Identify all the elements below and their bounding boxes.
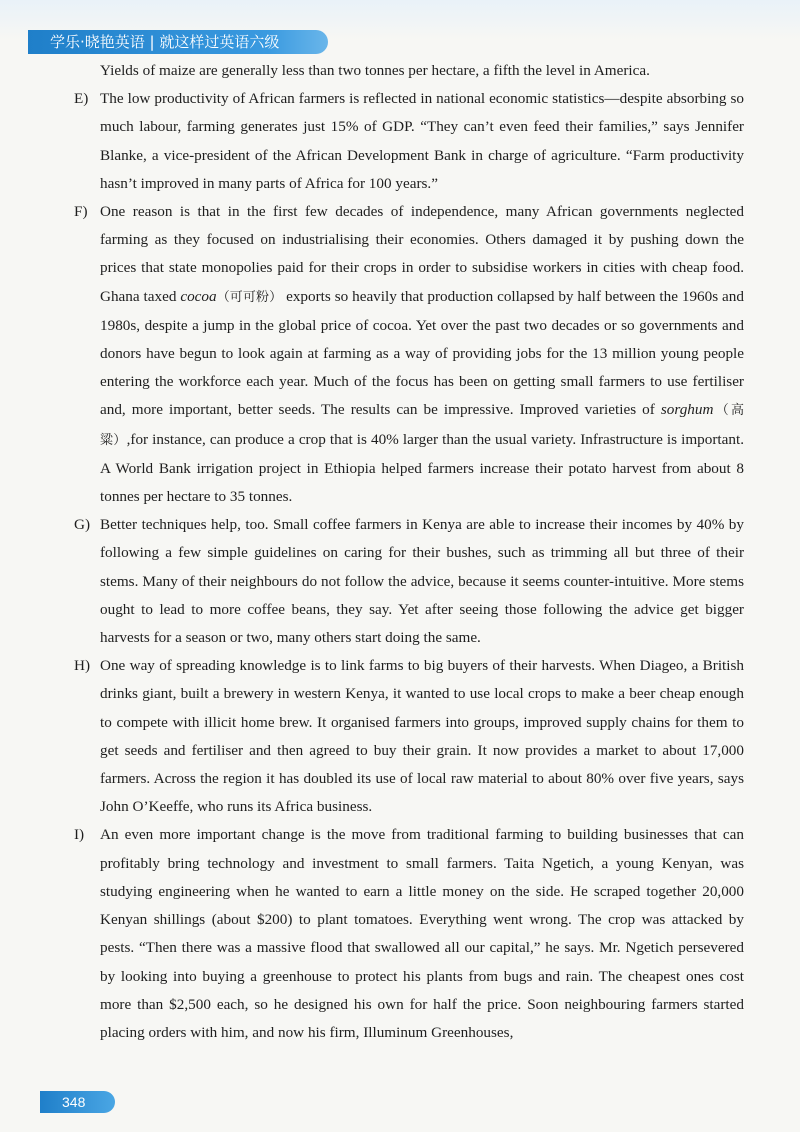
paragraph-text: Better techniques help, too. Small coffee farmers in Kenya are able to increase their incomes by 40% by following a few simple guidelines on caring for their bushes, such as trimming all but three of their stems. Many of their neighbours do not follow the advice, because it seems counter-intuitive. More stems ought to lead to more coffee beans, they say. Yet after seeing those following the advice get bigger harvests for a season or two, many others start doing the same. [100, 516, 744, 647]
paragraph-h [74, 652, 744, 821]
paragraph-text: An even more important change is the move from traditional farming to building businesses that can profitably bring technology and investment to small farmers. Taita Ngetich, a young Kenyan, was studying engineering when he wanted to earn a little money on the side. He scraped together 20,000 Kenyan shillings (about $200) to plant tomatoes. Everything went wrong. The crop was attacked by pests. “Then there was a massive flood that swallowed all our capital,” he says. Mr. Ngetich persevered by looking into buying a greenhouse to protect his plants from bugs and rain. The cheapest ones cost more than $2,500 each, so he designed his own for half the price. Soon neighbouring farmers started placing orders with him, and now his firm, Illuminum Greenhouses, [100, 826, 744, 1041]
paragraph-text: Yields of maize are generally less than two tonnes per hectare, a fifth the level in America. [100, 62, 650, 79]
paragraph-letter: G) [74, 516, 91, 534]
paragraph-text: The low productivity of African farmers is reflected in national economic statistics—despite absorbing so much labour, farming generates just 15% of GDP. “They can’t even feed their families,” says Jennifer Blanke, a vice-president of the African Development Bank in charge of agriculture. “Farm productivity hasn’t improved in many parts of Africa for 100 years.” [100, 90, 744, 192]
paragraph-continuation [74, 57, 744, 85]
term-sorghum: sorghum [660, 401, 714, 419]
paragraph-text: exports so heavily that production collapsed by half between the 1960s and 1980s, despite a jump in the global price of cocoa. Yet over the past two decades or so governments and donors have begun to look again at farming as a way of providing jobs for the 13 million young people entering the workforce each year. Much of the focus has been on getting small farmers to use fertiliser and, more important, better seeds. The results can be impressive. Improved varieties of [100, 287, 744, 419]
paragraph-text: ,for instance, can produce a crop that is 40% larger than the usual variety. Infrastructure is important. A World Bank irrigation project in Ethiopia helped farmers increase their potato harvest from about 8 tonnes per hectare to 35 tonnes. [100, 430, 744, 506]
paragraph-e [74, 85, 744, 198]
paragraph-f [74, 198, 744, 511]
paragraph-letter: F) [74, 203, 88, 221]
gloss-sorghum: （高粱） [100, 403, 744, 448]
paragraph-letter: E) [74, 90, 89, 108]
paragraph-text: One way of spreading knowledge is to link farms to big buyers of their harvests. When Diageo, a British drinks giant, built a brewery in western Kenya, it wanted to use local crops to make a beer cheap enough to compete with illicit home brew. It organised farmers into groups, improved supply chains for them to get seeds and fertiliser and then agreed to buy their grain. It now provides a market to about 17,000 farmers. Across the region it has doubled its use of local raw material to about 80% over five years, says John O’Keeffe, who runs its Africa business. [100, 657, 744, 816]
header-banner [28, 30, 328, 54]
paragraph-letter: H) [74, 657, 91, 675]
article-body [74, 57, 744, 1047]
gloss-cocoa: （可可粉） [216, 289, 283, 305]
paragraph-text: One reason is that in the first few decades of independence, many African governments neglected farming as they focused on industrialising their economies. Others damaged it by pushing down the prices that state monopolies paid for their crops in order to subsidise workers in cities with cheap food. Ghana taxed [100, 203, 744, 305]
paragraph-i [74, 821, 744, 1047]
paragraph-letter: I) [74, 826, 85, 844]
paragraph-g [74, 511, 744, 652]
header-title: 学乐·晓艳英语 | 就这样过英语六级 [50, 33, 280, 51]
term-cocoa: cocoa [180, 287, 217, 305]
page-number: 348 [62, 1094, 86, 1110]
page-number-tab [40, 1091, 115, 1113]
